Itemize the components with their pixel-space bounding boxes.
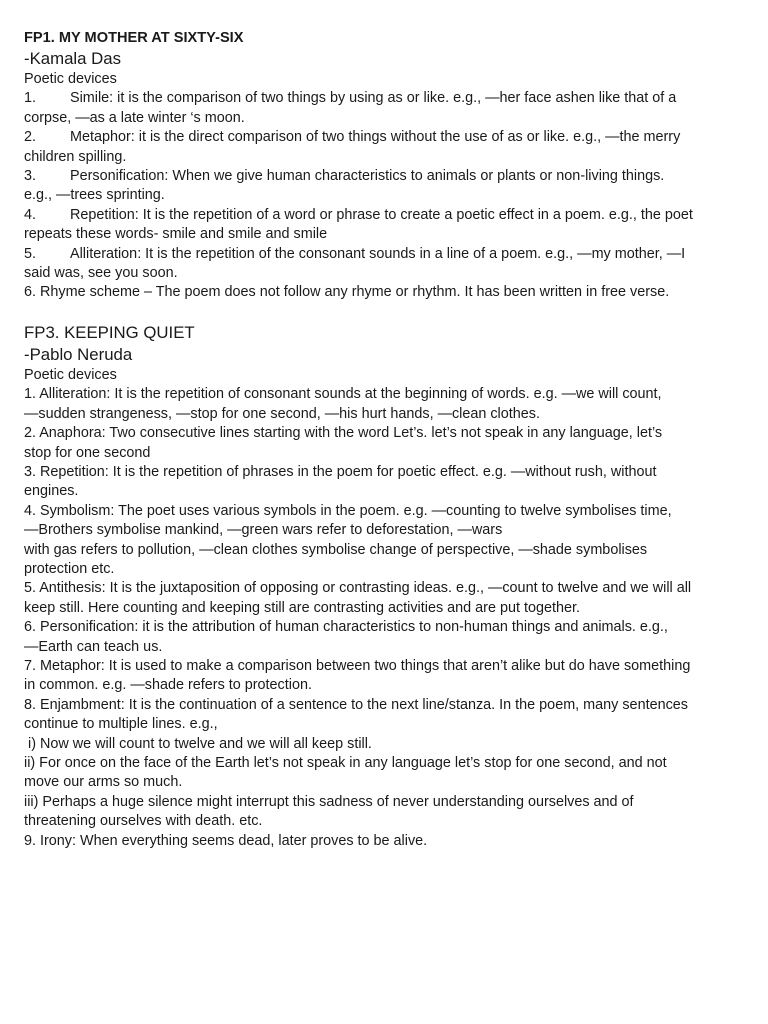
list-item [24,128,748,147]
author-name: -Pablo Neruda [24,344,133,364]
list-item-continuation: children spilling. [24,148,127,165]
list-item [24,206,748,225]
text-line: stop for one second [24,444,151,461]
section-title: FP3. KEEPING QUIET [24,322,195,342]
subheading: Poetic devices [24,366,117,383]
list-item [24,245,748,264]
item-number: 5. [24,245,37,262]
item-number: 3. [24,168,37,185]
item-number: 1. [24,90,37,107]
text-line: move our arms so much. [24,774,183,791]
text-line: —sudden strangeness, —stop for one second, —his hurt hands, —clean clothes. [24,405,540,422]
section-gap [24,303,748,322]
list-item-continuation: corpse, —as a late winter ‘s moon. [24,109,245,126]
document-page [24,28,748,851]
text-line: 9. Irony: When everything seems dead, later proves to be alive. [24,832,428,849]
text-line: engines. [24,483,79,500]
section-keeping-quiet [24,322,748,851]
text-line: 1. Alliteration: It is the repetition of consonant sounds at the beginning of words. e.g. —we will count, [24,386,662,403]
text-line: 7. Metaphor: It is used to make a comparison between two things that aren’t alike but do have something [24,657,691,674]
text-line: protection etc. [24,560,115,577]
text-line: threatening ourselves with death. etc. [24,813,263,830]
author-name: -Kamala Das [24,49,121,68]
text-line: i) Now we will count to twelve and we will all keep still. [24,735,372,752]
list-item [24,89,748,108]
text-line: continue to multiple lines. e.g., [24,716,218,733]
subheading: Poetic devices [24,71,117,87]
item-number: 2. [24,129,37,146]
text-line: 2. Anaphora: Two consecutive lines starting with the word Let’s. let’s not speak in any language, let’s [24,425,663,442]
text-line: —Brothers symbolise mankind, —green wars refer to deforestation, —wars [24,522,503,539]
text-line: 8. Enjambment: It is the continuation of a sentence to the next line/stanza. In the poem, many sentences [24,696,688,713]
text-line: keep still. Here counting and keeping still are contrasting activities and are put together. [24,599,580,616]
item-text: Personification: When we give human characteristics to animals or plants or non-living things. [70,168,665,185]
list-item: 6. Rhyme scheme – The poem does not follow any rhyme or rhythm. It has been written in free verse. [24,284,670,301]
list-item [24,167,748,186]
text-line: 3. Repetition: It is the repetition of phrases in the poem for poetic effect. e.g. —without rush, without [24,463,657,480]
text-line: —Earth can teach us. [24,638,163,655]
text-line: in common. e.g. —shade refers to protection. [24,677,312,694]
item-text: Simile: it is the comparison of two things by using as or like. e.g., —her face ashen like that of a [70,90,677,107]
item-text: Metaphor: it is the direct comparison of two things without the use of as or like. e.g., —the merry [70,129,681,146]
list-item-continuation: repeats these words- smile and smile and smile [24,226,328,243]
item-number: 4. [24,206,37,223]
item-text: Repetition: It is the repetition of a word or phrase to create a poetic effect in a poem. e.g., the poet [70,206,693,223]
section-my-mother-at-sixty-six [24,28,748,303]
text-line: 6. Personification: it is the attribution of human characteristics to non-human things and animals. e.g., [24,619,668,636]
text-line: ii) For once on the face of the Earth let’s not speak in any language let’s stop for one second, and not [24,755,667,771]
list-item-continuation: e.g., —trees sprinting. [24,187,165,204]
text-line: with gas refers to pollution, —clean clothes symbolise change of perspective, —shade symbolises [24,541,648,558]
text-line: 5. Antithesis: It is the juxtaposition of opposing or contrasting ideas. e.g., —count to twelve and we will all [24,580,692,597]
item-text: Alliteration: It is the repetition of the consonant sounds in a line of a poem. e.g., —my mother, —I [70,245,686,262]
section-title: FP1. MY MOTHER AT SIXTY-SIX [24,30,244,46]
text-line: iii) Perhaps a huge silence might interrupt this sadness of never understanding ourselves and of [24,793,634,810]
list-item-continuation: said was, see you soon. [24,265,178,282]
text-line: 4. Symbolism: The poet uses various symbols in the poem. e.g. —counting to twelve symbolises time, [24,502,672,519]
